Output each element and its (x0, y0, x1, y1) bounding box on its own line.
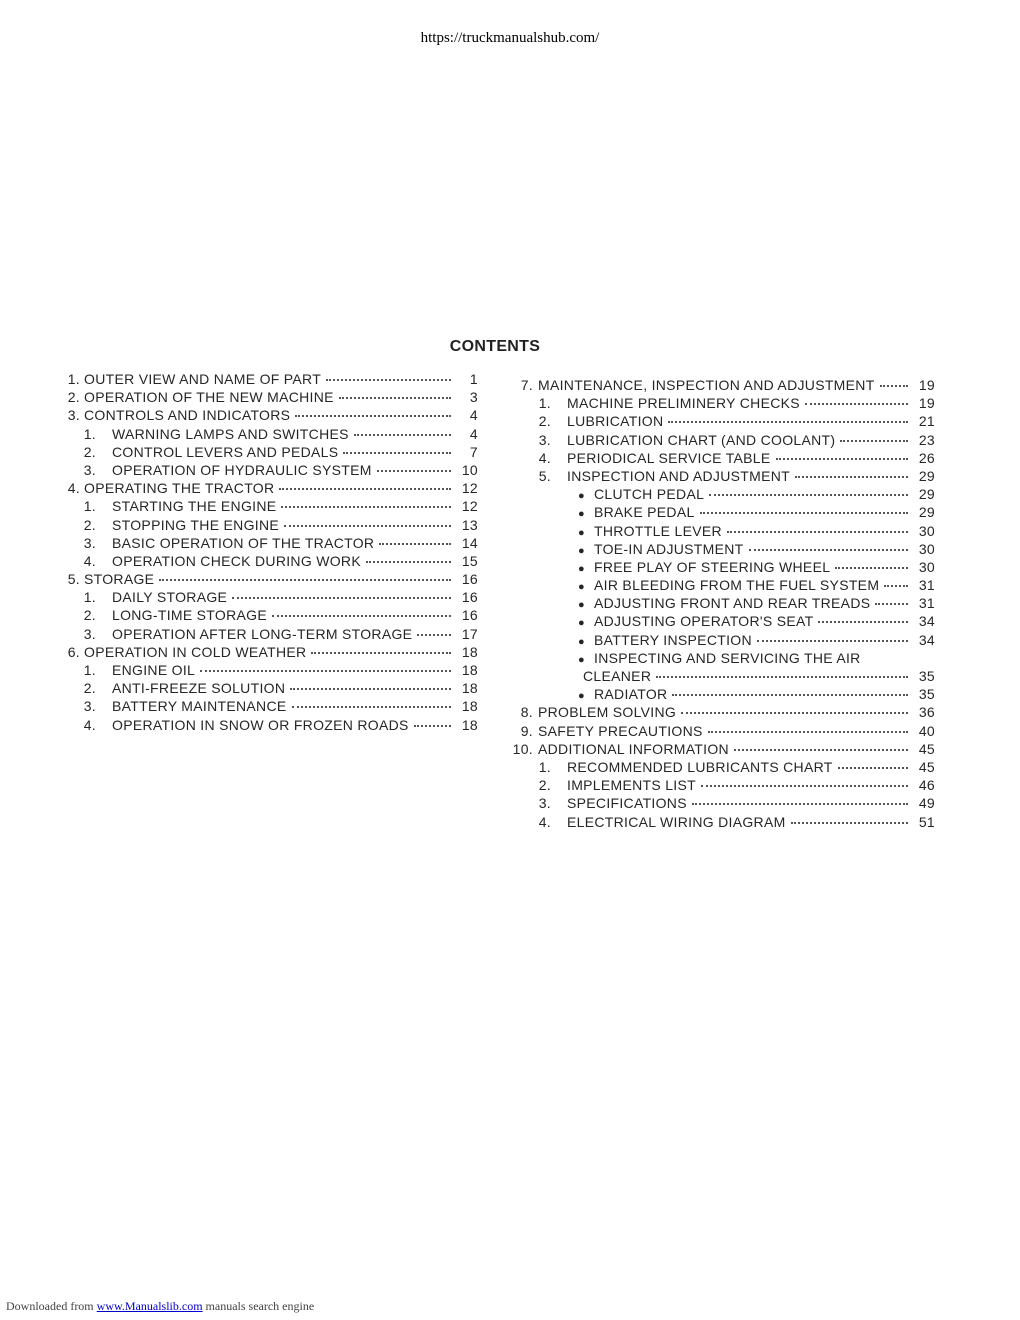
toc-entry[interactable] (505, 449, 935, 467)
dot-leader (795, 476, 908, 478)
toc-entry-page: 3 (469, 389, 478, 406)
toc-entry-title: OPERATION OF HYDRAULIC SYSTEM (112, 461, 372, 478)
toc-entry-number: 4. (538, 449, 551, 466)
toc-left-column (60, 370, 478, 734)
toc-entry-page: 30 (918, 540, 935, 557)
toc-entry[interactable] (505, 776, 935, 794)
dot-leader (272, 615, 451, 617)
toc-entry-title: WARNING LAMPS AND SWITCHES (112, 425, 349, 442)
toc-entry[interactable] (505, 794, 935, 812)
bullet-icon: ● (578, 690, 585, 703)
toc-entry-number: 2. (83, 516, 96, 533)
dot-leader (326, 379, 451, 381)
toc-entry-title: ENGINE OIL (112, 662, 196, 678)
toc-entry-page: 40 (918, 722, 935, 739)
dot-leader (701, 785, 908, 787)
toc-entry-title: BATTERY MAINTENANCE (112, 698, 287, 715)
toc-entry-page: 4 (469, 407, 478, 424)
toc-entry[interactable] (60, 697, 478, 715)
toc-entry-title: PERIODICAL SERVICE TABLE (567, 449, 771, 466)
toc-entry-title: ADJUSTING FRONT AND REAR TREADS (594, 595, 871, 612)
toc-entry-title: OPERATING THE TRACTOR (84, 480, 275, 497)
toc-entry-number: 5. (538, 467, 551, 484)
toc-entry-number: 3. (538, 795, 551, 812)
bullet-icon: ● (578, 581, 585, 594)
dot-leader (159, 579, 451, 581)
toc-entry[interactable] (505, 467, 935, 485)
toc-entry[interactable] (60, 643, 478, 661)
toc-entry-page: 46 (918, 777, 935, 794)
toc-entry[interactable] (505, 649, 935, 667)
toc-entry[interactable] (505, 558, 935, 576)
toc-entry[interactable] (505, 758, 935, 776)
toc-entry[interactable] (60, 570, 478, 588)
toc-entry-title: SPECIFICATIONS (567, 795, 687, 812)
dot-leader (379, 543, 451, 545)
toc-entry-page: 16 (461, 589, 478, 606)
toc-entry-title: INSPECTION AND ADJUSTMENT (567, 467, 790, 484)
toc-entry[interactable] (505, 412, 935, 430)
toc-entry[interactable] (60, 425, 478, 443)
footer-prefix: Downloaded from (6, 1299, 94, 1313)
toc-entry-number: 2. (538, 777, 551, 794)
toc-entry-number: 3. (83, 534, 96, 551)
toc-entry-number: 4. (83, 552, 96, 569)
toc-entry[interactable] (60, 606, 478, 624)
toc-entry-title: IMPLEMENTS LIST (567, 777, 696, 794)
toc-entry[interactable] (505, 740, 935, 758)
toc-entry-title: STORAGE (84, 571, 155, 588)
toc-entry-page: 12 (461, 498, 478, 515)
toc-entry-page: 35 (918, 686, 935, 703)
dot-leader (681, 712, 908, 714)
toc-entry-title: BASIC OPERATION OF THE TRACTOR (112, 534, 375, 551)
toc-entry-page: 26 (918, 449, 935, 466)
toc-entry[interactable] (505, 503, 935, 521)
footer (6, 1299, 314, 1314)
dot-leader (290, 688, 451, 690)
toc-entry-page: 31 (918, 595, 935, 612)
toc-entry-number: 1. (538, 758, 551, 775)
toc-entry-page: 18 (461, 662, 478, 678)
dot-leader (339, 397, 451, 399)
toc-entry-title: ELECTRICAL WIRING DIAGRAM (567, 813, 786, 830)
bullet-icon: ● (578, 599, 585, 612)
toc-entry-page: 15 (461, 552, 478, 569)
toc-entry-page: 18 (461, 680, 478, 697)
toc-entry-number: 1. (83, 498, 96, 515)
toc-entry-title: BRAKE PEDAL (594, 504, 695, 521)
bullet-icon: ● (578, 544, 585, 557)
toc-entry-number: 3. (83, 461, 96, 478)
toc-entry-title: CONTROL LEVERS AND PEDALS (112, 443, 339, 460)
toc-entry-page: 18 (461, 698, 478, 715)
bullet-icon: ● (578, 653, 585, 666)
toc-entry[interactable] (505, 685, 935, 703)
toc-entry-title: RADIATOR (594, 686, 668, 703)
toc-entry-title: OPERATION OF THE NEW MACHINE (84, 389, 334, 406)
toc-entry-number: 3. (67, 407, 80, 424)
bullet-icon: ● (578, 490, 585, 503)
manualslib-link[interactable]: www.Manualslib.com (96, 1299, 203, 1313)
toc-entry-number: 1. (67, 371, 80, 387)
dot-leader (734, 749, 908, 751)
toc-entry-page: 10 (461, 461, 478, 478)
dot-leader (656, 676, 908, 678)
toc-entry-title: OPERATION IN SNOW OR FROZEN ROADS (112, 716, 409, 733)
toc-entry-number: 2. (538, 413, 551, 430)
toc-entry[interactable] (505, 431, 935, 449)
toc-entry-page: 18 (461, 716, 478, 733)
toc-entry-title: FREE PLAY OF STEERING WHEEL (594, 558, 831, 575)
dot-leader (668, 421, 908, 423)
dot-leader (838, 767, 908, 769)
toc-entry[interactable] (505, 813, 935, 831)
toc-entry[interactable] (60, 479, 478, 497)
dot-leader (414, 725, 451, 727)
toc-entry-page: 1 (469, 371, 478, 387)
toc-entry[interactable] (505, 394, 935, 412)
toc-entry-number: 10. (512, 740, 533, 757)
dot-leader (343, 452, 451, 454)
toc-entry-title: ADDITIONAL INFORMATION (538, 740, 729, 757)
toc-entry[interactable] (505, 485, 935, 503)
toc-entry-title: OPERATION IN COLD WEATHER (84, 643, 307, 660)
dot-leader (232, 597, 451, 599)
toc-entry[interactable] (505, 376, 935, 394)
toc-entry[interactable] (505, 594, 935, 612)
toc-entry-title: MAINTENANCE, INSPECTION AND ADJUSTMENT (538, 377, 875, 393)
bullet-icon: ● (578, 635, 585, 648)
toc-entry-number: 1. (538, 395, 551, 412)
toc-entry-title: THROTTLE LEVER (594, 522, 722, 539)
toc-entry[interactable] (505, 540, 935, 558)
dot-leader (279, 488, 451, 490)
toc-entry-page: 49 (918, 795, 935, 812)
toc-entry-page: 16 (461, 571, 478, 588)
toc-entry-page: 13 (461, 516, 478, 533)
toc-entry-page: 29 (918, 504, 935, 521)
dot-leader (709, 494, 908, 496)
toc-right-column (505, 376, 935, 831)
toc-entry-number: 1. (83, 589, 96, 606)
toc-entry-number: 2. (83, 607, 96, 624)
dot-leader (840, 440, 908, 442)
toc-entry-title: ANTI-FREEZE SOLUTION (112, 680, 286, 697)
toc-entry-page: 18 (461, 643, 478, 660)
toc-entry-number: 2. (83, 443, 96, 460)
dot-leader (292, 706, 451, 708)
dot-leader (700, 512, 908, 514)
toc-entry[interactable] (60, 588, 478, 606)
toc-entry-number: 2. (83, 680, 96, 697)
toc-entry-title: STOPPING THE ENGINE (112, 516, 279, 533)
dot-leader (727, 531, 908, 533)
dot-leader (749, 549, 908, 551)
dot-leader (835, 567, 908, 569)
toc-entry-number: 4. (67, 480, 80, 497)
toc-entry-page: 36 (918, 704, 935, 721)
toc-entry[interactable] (60, 625, 478, 643)
toc-entry-number: 3. (83, 698, 96, 715)
toc-entry-title: AIR BLEEDING FROM THE FUEL SYSTEM (594, 577, 880, 594)
dot-leader (200, 670, 451, 672)
toc-entry[interactable] (505, 522, 935, 540)
toc-entry-page: 23 (918, 431, 935, 448)
dot-leader (880, 385, 908, 387)
toc-entry-number: 5. (67, 571, 80, 588)
toc-entry[interactable] (505, 631, 935, 649)
toc-entry-title: MACHINE PRELIMINERY CHECKS (567, 395, 800, 412)
bullet-icon: ● (578, 562, 585, 575)
bullet-icon: ● (578, 617, 585, 630)
dot-leader (818, 621, 908, 623)
footer-suffix: manuals search engine (205, 1299, 315, 1313)
toc-entry-title: OPERATION CHECK DURING WORK (112, 552, 361, 569)
toc-entry-page: 19 (918, 377, 935, 393)
toc-entry-number: 1. (83, 662, 96, 678)
toc-entry[interactable] (60, 661, 478, 679)
toc-entry-page: 45 (918, 758, 935, 775)
dot-leader (366, 561, 451, 563)
dot-leader (281, 506, 451, 508)
toc-entry[interactable] (505, 612, 935, 630)
toc-entry-number: 4. (83, 716, 96, 733)
contents-title: CONTENTS (449, 338, 541, 355)
toc-entry-title: CONTROLS AND INDICATORS (84, 407, 291, 424)
toc-entry[interactable] (60, 443, 478, 461)
toc-entry-title: STARTING THE ENGINE (112, 498, 277, 515)
toc-entry-title: RECOMMENDED LUBRICANTS CHART (567, 758, 833, 775)
toc-entry-title: TOE-IN ADJUSTMENT (594, 540, 744, 557)
toc-entry-number: 3. (538, 431, 551, 448)
toc-entry-number: 8. (520, 704, 533, 721)
toc-entry-page: 30 (918, 558, 935, 575)
toc-entry-page: 4 (469, 425, 478, 442)
toc-entry-page: 29 (918, 467, 935, 484)
toc-entry-page: 16 (461, 607, 478, 624)
toc-entry-number: 1. (83, 425, 96, 442)
toc-entry-title: CLEANER (583, 668, 652, 684)
toc-entry-page: 19 (918, 395, 935, 412)
toc-entry-number: 7. (520, 377, 533, 393)
toc-entry[interactable] (60, 497, 478, 515)
toc-entry-page: 45 (918, 740, 935, 757)
toc-entry-page: 29 (918, 486, 935, 503)
toc-entry-number: 2. (67, 389, 80, 406)
dot-leader (708, 731, 908, 733)
toc-entry[interactable] (60, 679, 478, 697)
toc-entry-title: BATTERY INSPECTION (594, 631, 752, 648)
dot-leader (377, 470, 451, 472)
toc-entry-title: LONG-TIME STORAGE (112, 607, 267, 624)
toc-entry-page: 12 (461, 480, 478, 497)
bullet-icon: ● (578, 508, 585, 521)
toc-entry-page: 35 (918, 668, 935, 684)
toc-entry[interactable] (505, 576, 935, 594)
toc-entry-page: 30 (918, 522, 935, 539)
toc-entry[interactable] (60, 552, 478, 570)
toc-entry-title: ADJUSTING OPERATOR'S SEAT (594, 613, 814, 630)
header-url[interactable]: https://truckmanualshub.com/ (420, 30, 600, 46)
toc-entry-page: 34 (918, 613, 935, 630)
toc-entry[interactable] (60, 406, 478, 424)
toc-entry[interactable] (505, 667, 935, 685)
dot-leader (884, 585, 908, 587)
toc-entry-page: 7 (469, 443, 478, 460)
dot-leader (295, 415, 451, 417)
dot-leader (311, 652, 451, 654)
toc-entry[interactable] (60, 534, 478, 552)
toc-entry[interactable] (60, 461, 478, 479)
toc-entry-page: 17 (461, 625, 478, 642)
toc-entry[interactable] (60, 516, 478, 534)
dot-leader (791, 822, 908, 824)
toc-entry[interactable] (505, 722, 935, 740)
toc-entry-title: CLUTCH PEDAL (594, 486, 705, 503)
toc-entry-page: 21 (918, 413, 935, 430)
dot-leader (805, 403, 908, 405)
toc-entry-number: 6. (67, 643, 80, 660)
toc-entry-page: 14 (461, 534, 478, 551)
toc-entry-title: LUBRICATION (567, 413, 664, 430)
toc-entry[interactable] (60, 388, 478, 406)
dot-leader (672, 694, 908, 696)
dot-leader (692, 803, 908, 805)
dot-leader (757, 640, 908, 642)
toc-entry-title: OPERATION AFTER LONG-TERM STORAGE (112, 625, 413, 642)
dot-leader (776, 458, 908, 460)
toc-entry-number: 3. (83, 625, 96, 642)
toc-entry-title: INSPECTING AND SERVICING THE AIR (594, 649, 861, 666)
toc-entry[interactable] (505, 703, 935, 721)
toc-entry-page: 34 (918, 631, 935, 648)
bullet-icon: ● (578, 526, 585, 539)
toc-entry[interactable] (60, 370, 478, 388)
dot-leader (284, 525, 451, 527)
toc-entry-title: OUTER VIEW AND NAME OF PART (84, 371, 322, 387)
dot-leader (354, 434, 451, 436)
toc-entry-number: 9. (520, 722, 533, 739)
toc-entry-title: LUBRICATION CHART (AND COOLANT) (567, 431, 836, 448)
dot-leader (417, 634, 451, 636)
toc-entry-title: PROBLEM SOLVING (538, 704, 677, 721)
toc-entry[interactable] (60, 716, 478, 734)
toc-entry-number: 4. (538, 813, 551, 830)
toc-entry-title: DAILY STORAGE (112, 589, 228, 606)
toc-entry-page: 31 (918, 577, 935, 594)
toc-entry-page: 51 (918, 813, 935, 830)
dot-leader (875, 603, 908, 605)
toc-entry-title: SAFETY PRECAUTIONS (538, 722, 703, 739)
